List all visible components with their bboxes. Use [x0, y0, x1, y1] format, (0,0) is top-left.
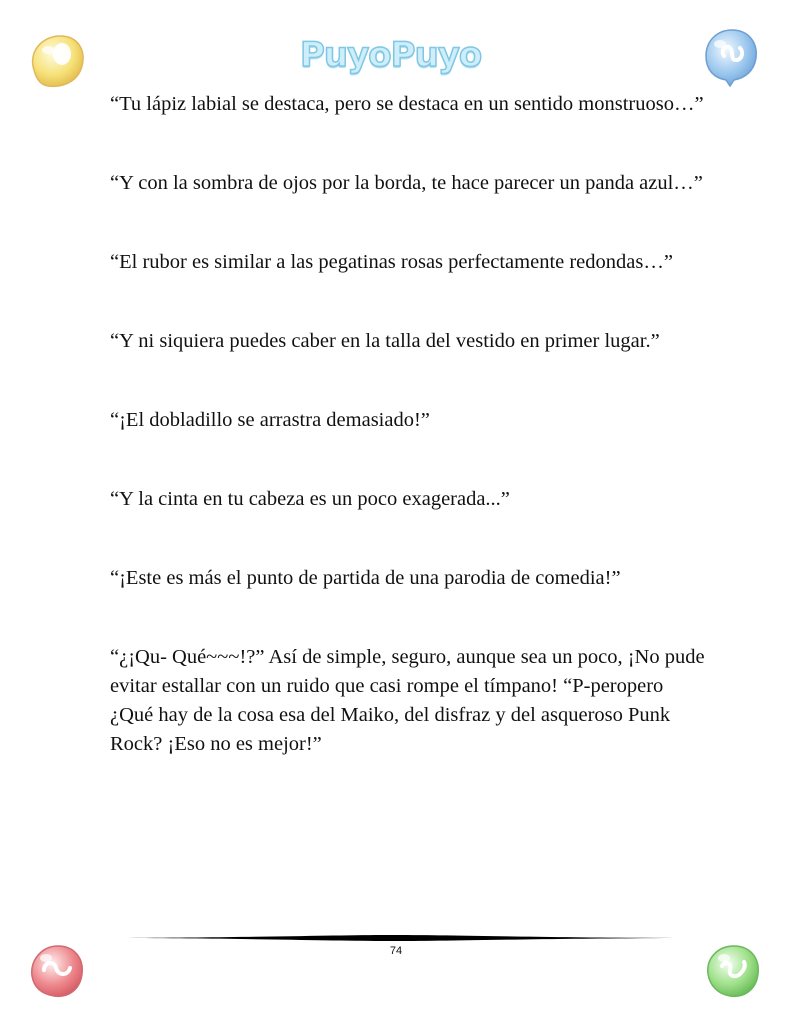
paragraph: “¡Este es más el punto de partida de una parodia de comedia!” — [110, 567, 621, 589]
paragraph: “Y ni siquiera puedes caber en la talla del vestido en primer lugar.” — [110, 330, 660, 352]
red-puyo-icon — [26, 940, 88, 1002]
green-puyo-icon — [702, 940, 764, 1002]
yellow-puyo-icon — [26, 30, 88, 92]
paragraph: “Tu lápiz labial se destaca, pero se destaca en un sentido monstruoso…” — [110, 93, 704, 115]
document-body — [110, 90, 710, 759]
blue-puyo-icon — [700, 26, 762, 88]
puyopuyo-logo: PuyoPuyo — [300, 35, 482, 75]
footer-divider — [118, 933, 674, 943]
paragraph: “El rubor es similar a las pegatinas rosas perfectamente redondas…” — [110, 251, 673, 273]
paragraph: “Y la cinta en tu cabeza es un poco exagerada...” — [110, 488, 510, 510]
page-number: 74 — [389, 945, 403, 957]
paragraph: “Y con la sombra de ojos por la borda, te hace parecer un panda azul…” — [110, 172, 703, 194]
paragraph: “¡El dobladillo se arrastra demasiado!” — [110, 409, 430, 431]
paragraph: “¿¡Qu- Qué~~~!?” Así de simple, seguro, aunque sea un poco, ¡No pude evitar estallar con un ruido que casi rompe el tímpano! “P-peropero ¿Qué hay de la cosa esa del Maiko, del disfraz y del asqueroso Punk Rock? ¡Eso no es mejor!” — [110, 646, 705, 755]
